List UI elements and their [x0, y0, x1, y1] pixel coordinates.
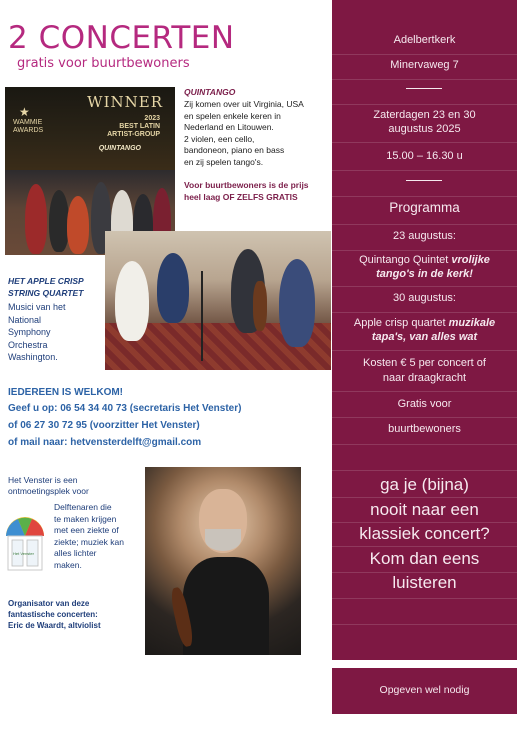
cost-info-2: naar draagkracht	[382, 372, 467, 384]
quintango-line: bandoneon, piano en bass	[184, 145, 285, 155]
divider	[332, 196, 517, 197]
quintango-line: 2 violen, een cello,	[184, 133, 255, 144]
venster-line: alles lichter	[54, 548, 97, 558]
divider	[332, 312, 517, 313]
welcome-text: IEDEREEN IS WELKOM!	[8, 387, 124, 398]
winner-award-photo	[5, 87, 175, 170]
quintango-line: en zij spelen tango's.	[184, 156, 264, 167]
divider	[332, 470, 517, 471]
dash-divider	[406, 180, 442, 181]
signup-banner[interactable]	[332, 668, 517, 714]
program-item-1-highlight: tango's in de kerk!	[376, 268, 473, 280]
winner-headline: WINNER	[87, 93, 163, 111]
venster-intro	[8, 475, 138, 497]
event-dates: Zaterdagen 23 en 30	[373, 109, 476, 121]
award-category: BEST LATIN	[119, 123, 160, 130]
venster-line: ontmoetingsplek voor	[8, 486, 89, 496]
event-dates-2: augustus 2025	[388, 123, 461, 135]
venue-street: Minervaweg 7	[390, 59, 459, 71]
signup-phone-secretary: Geef u op: 06 54 34 40 73 (secretaris Het Venster)	[8, 403, 242, 414]
signup-label: Opgeven wel nodig	[379, 684, 470, 696]
apple-crisp-heading	[8, 276, 108, 299]
apple-crisp-heading-line: STRING QUARTET	[8, 287, 84, 298]
program-date-2: 30 augustus:	[393, 292, 456, 304]
venster-line: te maken krijgen	[54, 513, 117, 524]
divider	[332, 417, 517, 418]
organizer-credit	[8, 598, 138, 631]
divider	[332, 54, 517, 55]
winner-band-name: QUINTANGO	[98, 145, 141, 152]
divider	[332, 546, 517, 547]
program-item-text: Quintango Quintet	[359, 254, 452, 266]
divider	[332, 170, 517, 171]
quintango-heading: QUINTANGO	[184, 87, 236, 97]
program-item-2	[332, 316, 517, 330]
page-title: 2 CONCERTEN	[8, 20, 235, 56]
program-item-text: Apple crisp quartet	[353, 317, 449, 329]
wammie-logo: WAMMIE AWARDS	[13, 119, 44, 134]
venster-description	[54, 502, 140, 571]
het-venster-logo	[2, 506, 48, 574]
organizer-line: Organisator van deze	[8, 599, 90, 608]
winner-award-text	[5, 115, 175, 139]
star-icon: ★	[19, 105, 30, 119]
divider	[332, 286, 517, 287]
venue-name: Adelbertkerk	[393, 34, 456, 46]
apple-crisp-description	[8, 301, 104, 364]
apple-crisp-line: Symphony	[8, 327, 51, 337]
venster-line: Delftenaren die	[54, 502, 112, 512]
organizer-portrait-photo	[145, 467, 301, 655]
divider	[332, 104, 517, 105]
divider	[332, 497, 517, 498]
divider	[332, 624, 517, 625]
divider	[332, 250, 517, 251]
venster-line: met een ziekte of	[54, 525, 119, 535]
program-item-2-highlight: tapa's, van alles wat	[371, 331, 478, 343]
signup-email[interactable]: of mail naar: hetvensterdelft@gmail.com	[8, 437, 202, 448]
program-date-1: 23 augustus:	[393, 230, 456, 242]
divider	[332, 391, 517, 392]
event-info-panel	[332, 0, 517, 660]
string-quartet-photo	[105, 231, 331, 370]
event-time: 15.00 – 16.30 u	[386, 150, 463, 162]
apple-crisp-line: National	[8, 314, 42, 325]
cost-info: Kosten € 5 per concert of	[363, 357, 486, 369]
program-item-highlight: vrolijke	[451, 254, 490, 266]
signup-phone-chair: of 06 27 30 72 95 (voorzitter Het Venster)	[8, 420, 200, 431]
organizer-line: fantastische concerten:	[8, 610, 98, 619]
venster-line: ziekte; muziek kan	[54, 536, 124, 547]
dash-divider	[406, 88, 442, 89]
apple-crisp-line: Washington.	[8, 352, 58, 362]
quintango-price-note	[184, 180, 334, 203]
quintango-description	[184, 99, 334, 168]
free-info: Gratis voor	[397, 398, 452, 410]
program-item-1	[332, 253, 517, 267]
price-line: Voor buurtbewoners is de prijs	[184, 180, 309, 190]
divider	[332, 224, 517, 225]
divider	[332, 79, 517, 80]
award-year: 2023	[144, 115, 160, 122]
venster-line: maken.	[54, 559, 82, 570]
program-heading: Programma	[389, 200, 460, 215]
divider	[332, 142, 517, 143]
venster-logo-text: Het Venster	[13, 551, 34, 556]
quintango-line: Zij komen over uit Virginia, USA	[184, 99, 304, 109]
free-info-2: buurtbewoners	[388, 423, 461, 435]
invite-question-line: ga je (bijna)	[380, 475, 469, 494]
page-subtitle: gratis voor buurtbewoners	[17, 56, 190, 71]
apple-crisp-heading-line: HET APPLE CRISP	[8, 276, 84, 286]
organizer-line: Eric de Waardt, altviolist	[8, 621, 101, 630]
divider	[332, 444, 517, 445]
invite-question-line: nooit naar een	[370, 500, 479, 519]
apple-crisp-line: Orchestra	[8, 339, 48, 350]
price-line: heel laag OF ZELFS GRATIS	[184, 191, 298, 202]
quintango-line: en spelen enkele keren in	[184, 110, 281, 121]
invite-question-line: luisteren	[392, 573, 457, 592]
apple-crisp-line: Musici van het	[8, 302, 66, 312]
venster-line: Het Venster is een	[8, 475, 78, 485]
invite-question-line: Kom dan eens	[369, 549, 480, 568]
program-item-highlight: muzikale	[448, 317, 496, 329]
invite-question-line: klassiek concert?	[359, 524, 490, 543]
award-category-2: ARTIST-GROUP	[107, 131, 160, 138]
divider	[332, 350, 517, 351]
divider	[332, 598, 517, 599]
quintango-line: Nederland en Litouwen.	[184, 122, 274, 132]
